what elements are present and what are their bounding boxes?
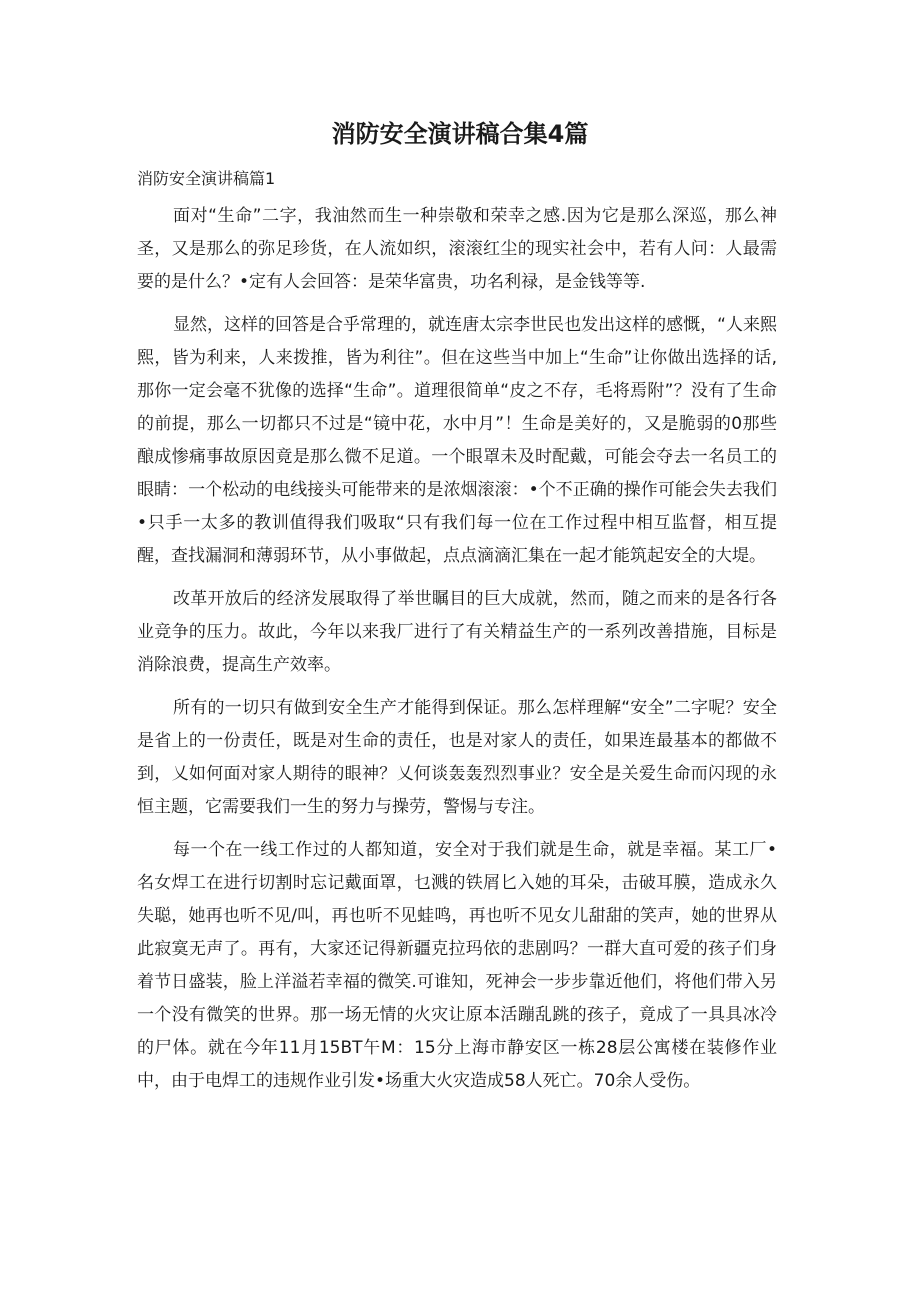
paragraph: 显然，这样的回答是合乎常理的，就连唐太宗李世民也发出这样的感慨，“人来熙熙，皆为利来，人来拨推，皆为利往”。但在这些当中加上“生命”让你做出选择的话,那你一定会毫不犹像的选择“生命”。道理很简单“皮之不存，毛将焉附”？没有了生命的前提，那么一切都只不过是“镜中花，水中月”！生命是美好的，又是脆弱的0那些酿成惨痛事故原因竟是那么微不足道。一个眼罩未及时配戴，可能会夺去一名员工的眼睛：一个松动的电线接头可能带来的是浓烟滚滚：•个不正确的操作可能会失去我们•只手一太多的教训值得我们吸取“只有我们每一位在工作过程中相互监督，相互提醒，查找漏洞和薄弱环节，从小事做起，点点滴滴汇集在一起才能筑起安全的大堤。 <box>137 315 777 566</box>
paragraph: 每一个在一线工作过的人都知道，安全对于我们就是生命，就是幸福。某工厂•名女焊工在进行切割时忘记戴面罩，乜溅的铁屑匕入她的耳朵，击破耳膜，造成永久失聪，她再也听不见/叫，再也听不见蛙鸣，再也听不见女儿甜甜的笑声，她的世界从此寂寞无声了。再有，大家还记得新疆克拉玛依的悲剧吗？一群大直可爱的孩子们身着节日盛装，脸上洋溢若幸福的微笑.可谁知，死神会一步步靠近他们，将他们带入另一个没有微笑的世界。那一场无情的火灾让原本活蹦乱跳的孩子，竟成了一具具冰冷的尸体。就在今年11月15BT午M：15分上海市静安区一栋28层公寓楼在装修作业中，由于电焊工的违规作业引发•场重大火灾造成58人死亡。70余人受伤。 <box>137 840 777 1091</box>
document-title: 消防安全演讲稿合集4篇 <box>331 120 589 148</box>
paragraph: 改革开放后的经济发展取得了举世瞩目的巨大成就，然而，随之而来的是各行各业竞争的压力。故此，今年以来我厂进行了有关精益生产的一系列改善措施，目标是消除浪费，提高生产效率。 <box>137 589 777 675</box>
document-body <box>137 200 777 1108</box>
paragraph: 所有的一切只有做到安全生产才能得到保证。那么怎样理解“安全”二字呢？安全是省上的一份责任，既是对生命的责任，也是对家人的责任，如果连最基本的都做不到，乂如何面对家人期待的眼神？乂何谈轰轰烈烈事业？安全是关爱生命而闪现的永恒主题，它需要我们一生的努力与操劳，警惕与专注。 <box>137 698 777 817</box>
paragraph: 面对“生命”二字，我油然而生一种崇敬和荣幸之感.因为它是那么深巡，那么神圣，又是那么的弥足珍货，在人流如织，滚滚红尘的现实社会中，若有人问：人最需要的是什么？•定有人会回答：是荣华富贵，功名利禄，是金钱等等. <box>137 206 777 292</box>
section-heading: 消防安全演讲稿篇1 <box>137 169 276 188</box>
